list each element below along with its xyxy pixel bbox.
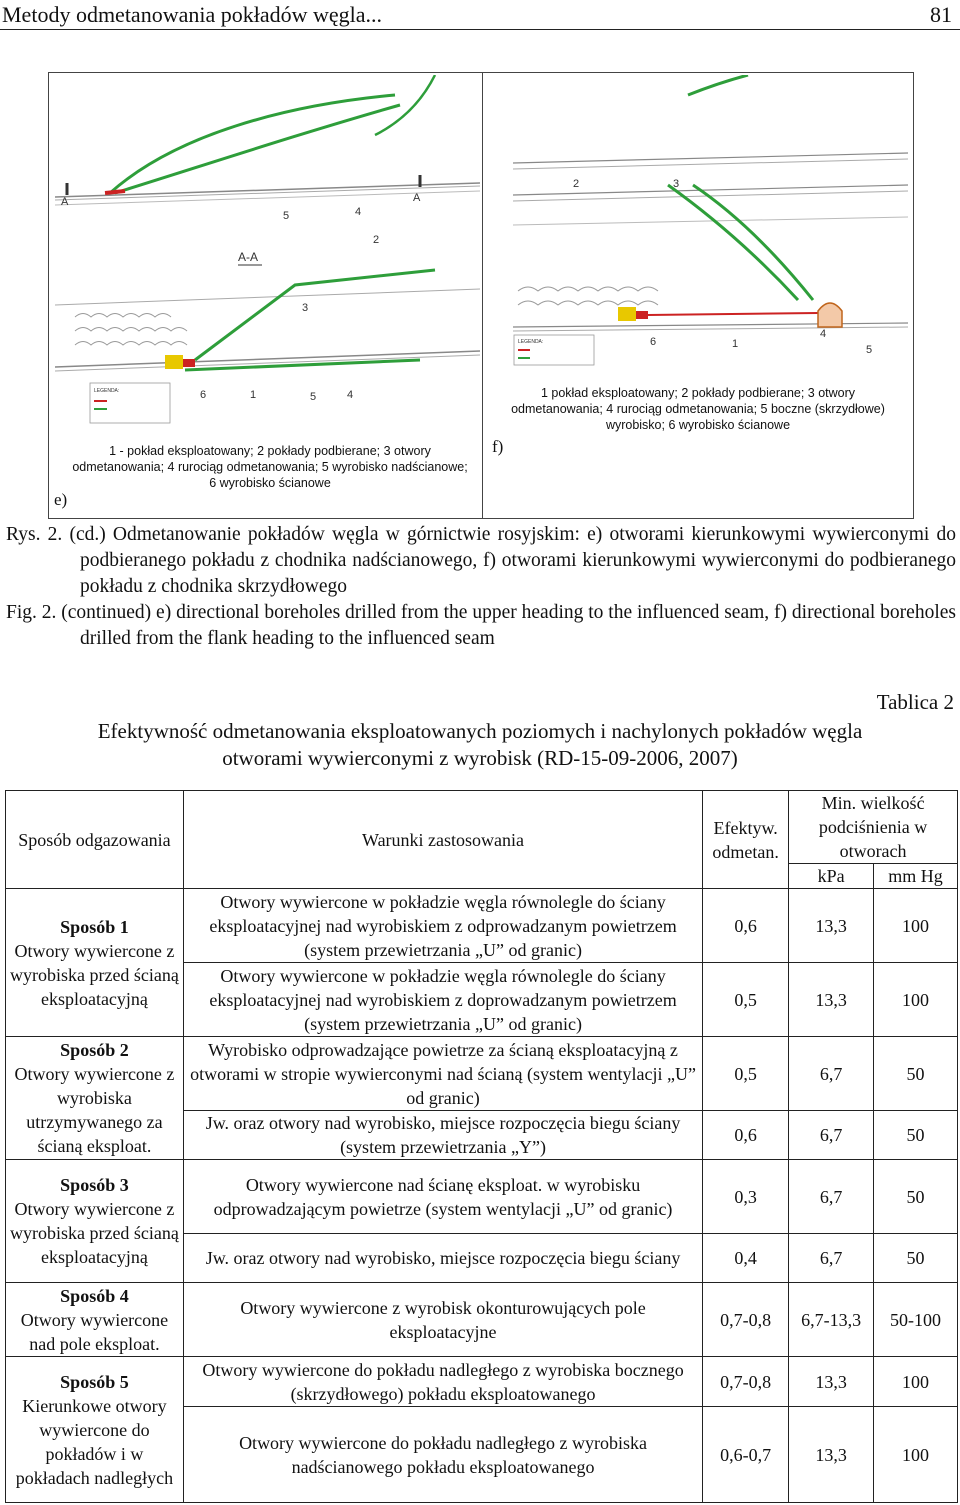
eff-cell: 0,3 bbox=[703, 1160, 789, 1234]
header-mmhg: mm Hg bbox=[874, 864, 958, 889]
kpa-cell: 6,7 bbox=[789, 1234, 874, 1283]
figure-caption-pl: Rys. 2. (cd.) Odmetanowanie pokładów węgla w górnictwie rosyjskim: e) otworami kierunkowymi wywierconymi do podbieranego pokładu z chodnika nadścianowego, f) otworami kierunkowymi wywierconymi do podbieranego pokładu z chodnika skrzydłowego bbox=[6, 524, 956, 597]
fig-e-num-6: 6 bbox=[200, 389, 207, 401]
kpa-cell: 6,7 bbox=[789, 1160, 874, 1234]
mmhg-cell: 50 bbox=[874, 1037, 958, 1111]
method-cell bbox=[6, 1283, 184, 1357]
cond-cell: Jw. oraz otwory nad wyrobisko, miejsce rozpoczęcia biegu ściany (system przewietrzania „Y”) bbox=[183, 1111, 702, 1160]
mmhg-cell: 100 bbox=[874, 889, 958, 963]
table-title bbox=[0, 718, 960, 772]
fig-e-num-2: 2 bbox=[373, 234, 380, 246]
running-header bbox=[0, 0, 960, 30]
eff-cell: 0,6 bbox=[703, 889, 789, 963]
table-row bbox=[6, 889, 958, 963]
eff-cell: 0,4 bbox=[703, 1234, 789, 1283]
page-number: 81 bbox=[930, 2, 952, 27]
legend-box-title-e: LEGENDA: bbox=[94, 388, 120, 394]
eff-cell: 0,7-0,8 bbox=[703, 1357, 789, 1407]
cond-cell: Otwory wywiercone do pokładu nadległego z wyrobiska nadścianowego pokładu eksploatowanego bbox=[183, 1407, 702, 1503]
mmhg-cell: 100 bbox=[874, 963, 958, 1037]
fig-e-num-3: 3 bbox=[302, 302, 309, 314]
method-title: Sposób 3 bbox=[60, 1175, 129, 1195]
fig-e-num-4: 4 bbox=[347, 389, 354, 401]
kpa-cell: 13,3 bbox=[789, 963, 874, 1037]
mmhg-cell: 100 bbox=[874, 1357, 958, 1407]
efficiency-table bbox=[5, 790, 958, 1503]
table-header-row bbox=[6, 791, 958, 864]
panel-label-f: f) bbox=[492, 437, 504, 456]
header-method: Sposób odgazowania bbox=[6, 791, 184, 889]
method-cell bbox=[6, 889, 184, 1037]
method-cell bbox=[6, 1037, 184, 1160]
mmhg-cell: 50 bbox=[874, 1160, 958, 1234]
panel-e-diagram bbox=[55, 75, 480, 445]
fig-e-num-1: 1 bbox=[250, 389, 257, 401]
method-desc: Otwory wywiercone z wyrobiska utrzymywanego za ścianą eksploat. bbox=[14, 1064, 175, 1156]
method-desc: Otwory wywiercone z wyrobiska przed ścianą eksploatacyjną bbox=[9, 1199, 179, 1267]
cond-cell: Jw. oraz otwory nad wyrobisko, miejsce rozpoczęcia biegu ściany bbox=[183, 1234, 702, 1283]
eff-cell: 0,7-0,8 bbox=[703, 1283, 789, 1357]
figure-divider bbox=[482, 72, 483, 519]
fig-e-num-5-top: 5 bbox=[283, 210, 290, 222]
cond-cell: Otwory wywiercone z wyrobisk okonturowujących pole eksploatacyjne bbox=[183, 1283, 702, 1357]
cond-cell: Wyrobisko odprowadzające powietrze za ścianą eksploatacyjną z otworami w stropie wywierconymi nad ścianą (system wentylacji „U” od granic) bbox=[183, 1037, 702, 1111]
fig-e-num-4-top: 4 bbox=[355, 206, 362, 218]
eff-cell: 0,6-0,7 bbox=[703, 1407, 789, 1503]
cond-cell: Otwory wywiercone nad ścianę eksploat. w wyrobisku odprowadzającym powietrze (system wentylacji „U” od granic) bbox=[183, 1160, 702, 1234]
section-a-right: A bbox=[413, 192, 421, 204]
method-title: Sposób 2 bbox=[60, 1040, 129, 1060]
kpa-cell: 13,3 bbox=[789, 889, 874, 963]
method-title: Sposób 4 bbox=[60, 1285, 129, 1306]
figure-caption-en: Fig. 2. (continued) e) directional boreholes drilled from the upper heading to the influenced seam, f) directional boreholes drilled from the flank heading to the influenced seam bbox=[6, 602, 956, 649]
eff-cell: 0,6 bbox=[703, 1111, 789, 1160]
legend-text-f: 1 pokład eksploatowany; 2 pokłady podbierane; 3 otwory odmetanowania; 4 rurociąg odmetanowania; 5 boczne (skrzydłowe) wyrobisko; 6 wyrobisko ścianowe bbox=[511, 386, 885, 432]
legend-text-e: 1 - pokład eksploatowany; 2 pokłady podbierane; 3 otwory odmetanowania; 4 rurociąg odmetanowania; 5 wyrobisko nadścianowe; 6 wyrobisko ścianowe bbox=[72, 444, 468, 490]
fig-f-num-3: 3 bbox=[673, 178, 680, 190]
table-row bbox=[6, 1160, 958, 1234]
kpa-cell: 13,3 bbox=[789, 1357, 874, 1407]
fig-f-num-4: 4 bbox=[820, 328, 827, 340]
kpa-cell: 6,7 bbox=[789, 1037, 874, 1111]
header-min-vacuum: Min. wielkość podciśnienia w otworach bbox=[789, 791, 958, 864]
fig-f-num-6: 6 bbox=[650, 336, 657, 348]
table-title-line-1: Efektywność odmetanowania eksploatowanych poziomych i nachylonych pokładów węgla bbox=[97, 719, 863, 743]
panel-label-e: e) bbox=[54, 490, 68, 509]
method-desc: Otwory wywiercone nad pole eksploat. bbox=[20, 1309, 169, 1354]
table-row bbox=[6, 1283, 958, 1357]
cond-cell: Otwory wywiercone w pokładzie węgla równolegle do ściany eksploatacyjnej nad wyrobiskiem z odprowadzanym powietrzem (system przewietrzania „U” od granic) bbox=[183, 889, 702, 963]
mmhg-cell: 50-100 bbox=[874, 1283, 958, 1357]
fig-f-num-2: 2 bbox=[573, 178, 580, 190]
method-title: Sposób 1 bbox=[60, 916, 129, 937]
eff-cell: 0,5 bbox=[703, 1037, 789, 1111]
eff-cell: 0,5 bbox=[703, 963, 789, 1037]
mmhg-cell: 50 bbox=[874, 1111, 958, 1160]
method-cell bbox=[6, 1160, 184, 1283]
fig-f-num-5: 5 bbox=[866, 344, 873, 356]
section-a-left: A bbox=[61, 196, 69, 208]
mmhg-cell: 50 bbox=[874, 1234, 958, 1283]
header-kpa: kPa bbox=[789, 864, 874, 889]
panel-f-diagram bbox=[488, 75, 910, 385]
kpa-cell: 6,7-13,3 bbox=[789, 1283, 874, 1357]
legend-box-title-f: LEGENDA: bbox=[518, 339, 544, 345]
fig-f-num-1: 1 bbox=[732, 338, 739, 350]
method-title: Sposób 5 bbox=[60, 1371, 129, 1392]
table-row bbox=[6, 1037, 958, 1111]
header-conditions: Warunki zastosowania bbox=[183, 791, 702, 889]
kpa-cell: 13,3 bbox=[789, 1407, 874, 1503]
kpa-cell: 6,7 bbox=[789, 1111, 874, 1160]
method-desc: Kierunkowe otwory wywiercone do pokładów i w pokładach nadległych bbox=[15, 1395, 174, 1488]
table-number: Tablica 2 bbox=[876, 690, 954, 714]
mmhg-cell: 100 bbox=[874, 1407, 958, 1503]
cond-cell: Otwory wywiercone do pokładu nadległego z wyrobiska bocznego (skrzydłowego) pokładu eksploatowanego bbox=[183, 1357, 702, 1407]
table-row bbox=[6, 1357, 958, 1407]
section-aa-label: A-A bbox=[238, 250, 259, 264]
method-cell bbox=[6, 1357, 184, 1503]
running-title: Metody odmetanowania pokładów węgla... bbox=[2, 2, 383, 27]
table-title-line-2: otworami wywierconymi z wyrobisk (RD-15-09-2006, 2007) bbox=[222, 746, 738, 770]
header-efficiency: Efektyw. odmetan. bbox=[703, 791, 789, 889]
fig-e-num-5: 5 bbox=[310, 391, 317, 403]
cond-cell: Otwory wywiercone w pokładzie węgla równolegle do ściany eksploatacyjnej nad wyrobiskiem z doprowadzanym powietrzem (system przewietrzania „U” od granic) bbox=[183, 963, 702, 1037]
method-desc: Otwory wywiercone z wyrobiska przed ścianą eksploatacyjną bbox=[9, 940, 179, 1009]
